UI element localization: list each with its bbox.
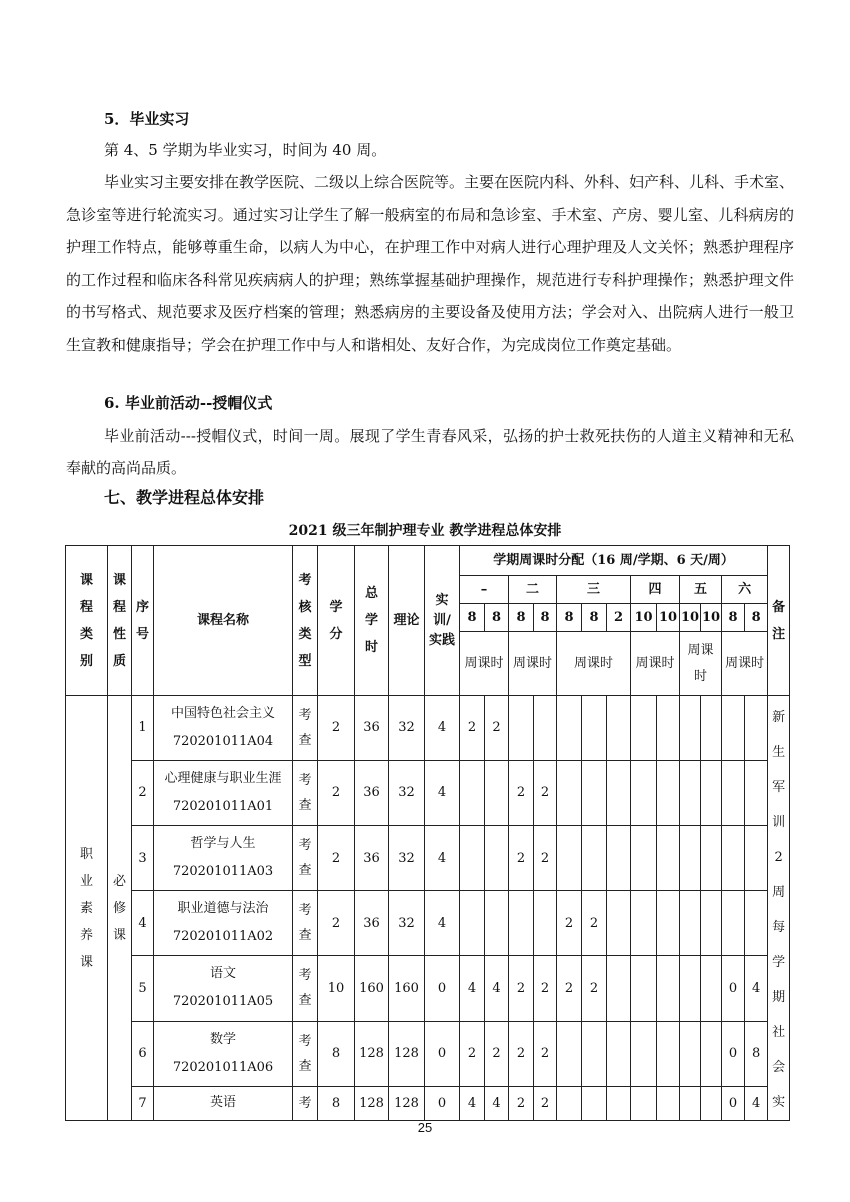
week-hours-cell [745,696,768,761]
week-hours-cell: 2 [582,956,607,1021]
week-hours-cell: 2 [557,956,582,1021]
header-category: 课程类别 [66,546,108,696]
theory-cell: 128 [389,1086,425,1120]
header-year-5: 五 [680,576,722,604]
table-row [66,826,790,891]
table-row [66,761,790,826]
theory-cell: 32 [389,696,425,761]
week-hours-cell: 2 [534,1021,557,1086]
week-count-cell: 2 [607,604,631,632]
week-hours-cell [657,1086,680,1120]
week-hours-cell [460,826,485,891]
week-hours-cell [582,761,607,826]
course-name-cell: 语文 720201011A05 [154,956,293,1021]
week-hours-cell [722,891,745,956]
internship-duration-text: 第 4、5 学期为毕业实习，时间为 40 周。 [104,141,387,159]
week-hours-cell: 2 [460,696,485,761]
week-hours-cell [557,696,582,761]
week-hours-cell: 2 [509,956,534,1021]
header-year-4: 四 [631,576,680,604]
section-heading-internship: 5．毕业实习 [104,110,190,128]
header-year-2: 二 [509,576,557,604]
header-note: 备注 [768,546,790,696]
week-hours-cell [631,696,657,761]
table-row [66,956,790,1021]
week-hours-cell [680,891,701,956]
week-hours-cell [657,1021,680,1086]
week-hours-cell [680,1086,701,1120]
theory-cell: 32 [389,761,425,826]
week-hours-cell: 4 [485,1086,509,1120]
week-hours-cell [557,761,582,826]
practice-cell: 0 [425,956,460,1021]
practice-cell: 4 [425,891,460,956]
week-hours-cell [509,891,534,956]
table-caption: 2021 级三年制护理专业 教学进程总体安排 [288,523,562,539]
page-number: 25 [417,1120,433,1135]
category-cell: 职业素养课 [66,696,108,1121]
week-hours-cell [722,826,745,891]
credit-cell: 2 [318,891,355,956]
week-hours-cell [607,891,631,956]
header-year-6: 六 [722,576,768,604]
table-row [66,1086,790,1120]
credit-cell: 10 [318,956,355,1021]
week-hours-cell [557,826,582,891]
week-hours-cell [701,761,722,826]
week-hours-cell: 8 [745,1021,768,1086]
week-hours-cell [582,1021,607,1086]
week-count-cell: 10 [657,604,680,632]
course-name-cell: 中国特色社会主义 720201011A04 [154,696,293,761]
week-count-cell: 10 [631,604,657,632]
header-year-3: 三 [557,576,631,604]
week-hours-cell [509,696,534,761]
week-hours-cell [582,696,607,761]
week-hours-cell: 4 [745,1086,768,1120]
week-hours-cell [557,1086,582,1120]
section-heading-teaching-schedule: 七、教学进程总体安排 [104,488,265,507]
header-total-hours: 总学时 [355,546,389,696]
week-hours-cell [607,696,631,761]
note-cell: 新生军训2周每学期社会实 [768,696,790,1121]
week-count-cell: 8 [460,604,485,632]
week-hours-cell: 4 [460,1086,485,1120]
week-hours-cell [460,891,485,956]
week-hours-cell: 2 [509,761,534,826]
theory-cell: 160 [389,956,425,1021]
total-hours-cell: 36 [355,891,389,956]
week-hours-label: 周课时 [680,632,722,696]
week-hours-cell: 2 [582,891,607,956]
total-hours-cell: 160 [355,956,389,1021]
week-hours-cell: 2 [485,1021,509,1086]
week-hours-cell: 2 [534,956,557,1021]
week-hours-cell [582,826,607,891]
capping-ceremony-text: 毕业前活动---授帽仪式，时间一周。展现了学生青春风采，弘扬的护士救死扶伤的人道主义精神和无私奉献的高尚品质。 [66,427,794,477]
week-hours-cell [631,891,657,956]
credit-cell: 2 [318,761,355,826]
week-hours-cell [607,1021,631,1086]
credit-cell: 2 [318,826,355,891]
week-hours-cell [534,891,557,956]
week-hours-cell [534,696,557,761]
theory-cell: 32 [389,826,425,891]
practice-cell: 4 [425,696,460,761]
credit-cell: 8 [318,1021,355,1086]
week-hours-cell [701,1086,722,1120]
seq-cell: 1 [132,696,154,761]
week-hours-cell [607,956,631,1021]
week-hours-label: 周课时 [631,632,680,696]
week-hours-cell: 2 [534,1086,557,1120]
week-hours-cell [701,826,722,891]
theory-cell: 32 [389,891,425,956]
week-count-cell: 10 [680,604,701,632]
exam-type-cell: 考查 [293,696,318,761]
week-hours-cell: 2 [509,1021,534,1086]
week-hours-cell: 0 [722,1021,745,1086]
table-row [66,891,790,956]
header-course-name: 课程名称 [154,546,293,696]
week-hours-label: 周课时 [722,632,768,696]
week-count-cell: 8 [557,604,582,632]
header-year-1: – [460,576,509,604]
week-hours-cell: 2 [509,1086,534,1120]
week-hours-cell [657,891,680,956]
week-count-cell: 8 [509,604,534,632]
seq-cell: 7 [132,1086,154,1120]
week-hours-cell [701,696,722,761]
week-hours-cell [657,696,680,761]
total-hours-cell: 128 [355,1086,389,1120]
week-hours-cell [680,826,701,891]
week-count-cell: 8 [485,604,509,632]
practice-cell: 4 [425,761,460,826]
seq-cell: 6 [132,1021,154,1086]
week-hours-cell [631,826,657,891]
exam-type-cell: 考查 [293,826,318,891]
week-count-cell: 8 [722,604,745,632]
credit-cell: 8 [318,1086,355,1120]
week-hours-cell [485,761,509,826]
practice-cell: 4 [425,826,460,891]
week-hours-label: 周课时 [509,632,557,696]
exam-type-cell: 考查 [293,956,318,1021]
week-hours-cell: 2 [557,891,582,956]
theory-cell: 128 [389,1021,425,1086]
week-hours-cell [485,826,509,891]
header-week-distribution: 学期周课时分配（16 周/学期、6 天/周） [460,546,768,576]
week-hours-cell [631,956,657,1021]
total-hours-cell: 36 [355,826,389,891]
header-practice: 实训/实践 [425,546,460,696]
week-count-cell: 8 [582,604,607,632]
week-hours-cell [657,761,680,826]
week-hours-cell [631,761,657,826]
course-name-cell: 数学 720201011A06 [154,1021,293,1086]
exam-type-cell: 考查 [293,761,318,826]
course-name-cell: 职业道德与法治 720201011A02 [154,891,293,956]
week-hours-cell [701,1021,722,1086]
seq-cell: 3 [132,826,154,891]
week-hours-cell [582,1086,607,1120]
week-hours-label: 周课时 [460,632,509,696]
week-hours-cell [631,1021,657,1086]
week-hours-cell [557,1021,582,1086]
week-hours-cell [460,761,485,826]
exam-type-cell: 考 [293,1086,318,1120]
week-hours-cell: 4 [460,956,485,1021]
seq-cell: 4 [132,891,154,956]
exam-type-cell: 考查 [293,891,318,956]
week-hours-cell [631,1086,657,1120]
header-credit: 学分 [318,546,355,696]
week-hours-cell [722,696,745,761]
schedule-table [65,545,790,1121]
practice-cell: 0 [425,1021,460,1086]
week-hours-cell: 2 [534,826,557,891]
total-hours-cell: 128 [355,1021,389,1086]
header-nature: 课程性质 [108,546,132,696]
seq-cell: 2 [132,761,154,826]
internship-description-text: 毕业实习主要安排在教学医院、二级以上综合医院等。主要在医院内科、外科、妇产科、儿科、手术室、急诊室等进行轮流实习。通过实习让学生了解一般病室的布局和急诊室、手术室、产房、婴儿室、儿科病房的护理工作特点，能够尊重生命，以病人为中心，在护理工作中对病人进行心理护理及人文关怀；熟悉护理程序的工作过程和临床各科常见疾病病人的护理；熟练掌握基础护理操作，规范进行专科护理操作；熟悉护理文件的书写格式、规范要求及医疗档案的管理；熟悉病房的主要设备及使用方法；学会对入、出院病人进行一般卫生宣教和健康指导；学会在护理工作中与人和谐相处、友好合作，为完成岗位工作奠定基础。 [66,173,795,354]
week-hours-cell [745,826,768,891]
week-hours-cell [680,761,701,826]
week-hours-cell [657,826,680,891]
week-hours-cell [657,956,680,1021]
week-hours-cell [745,891,768,956]
nature-cell: 必修课 [108,696,132,1121]
header-theory: 理论 [389,546,425,696]
header-seq: 序号 [132,546,154,696]
week-hours-cell [485,891,509,956]
header-exam-type: 考核类型 [293,546,318,696]
week-hours-cell: 2 [485,696,509,761]
week-hours-cell [607,761,631,826]
week-hours-label: 周课时 [557,632,631,696]
practice-cell: 0 [425,1086,460,1120]
week-count-cell: 8 [534,604,557,632]
total-hours-cell: 36 [355,696,389,761]
section-heading-capping-ceremony: 6. 毕业前活动--授帽仪式 [104,394,273,412]
week-hours-cell [607,1086,631,1120]
week-hours-cell [680,1021,701,1086]
week-hours-cell [680,696,701,761]
exam-type-cell: 考查 [293,1021,318,1086]
week-hours-cell: 2 [509,826,534,891]
week-hours-cell [701,956,722,1021]
credit-cell: 2 [318,696,355,761]
course-name-cell: 心理健康与职业生涯 720201011A01 [154,761,293,826]
week-count-cell: 10 [701,604,722,632]
week-hours-cell [722,761,745,826]
course-name-cell: 哲学与人生 720201011A03 [154,826,293,891]
week-hours-cell: 0 [722,956,745,1021]
week-hours-cell: 4 [485,956,509,1021]
week-hours-cell: 0 [722,1086,745,1120]
week-hours-cell: 4 [745,956,768,1021]
week-count-cell: 8 [745,604,768,632]
week-hours-cell: 2 [534,761,557,826]
week-hours-cell [701,891,722,956]
total-hours-cell: 36 [355,761,389,826]
table-row [66,696,790,761]
table-row [66,1021,790,1086]
week-hours-cell [680,956,701,1021]
week-hours-cell [607,826,631,891]
seq-cell: 5 [132,956,154,1021]
week-hours-cell: 2 [460,1021,485,1086]
week-hours-cell [745,761,768,826]
course-name-cell: 英语 [154,1086,293,1120]
